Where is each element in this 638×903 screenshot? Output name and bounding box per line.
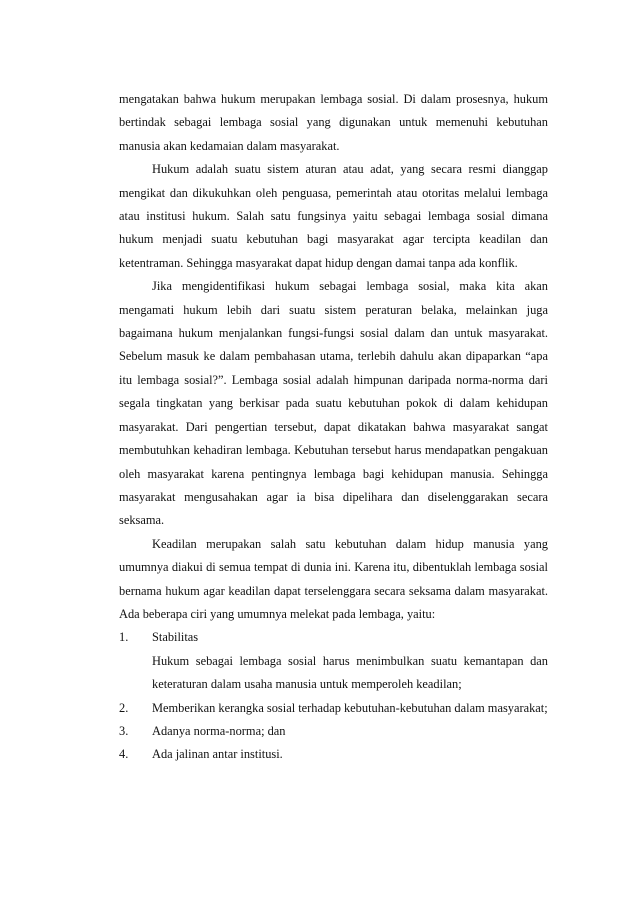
paragraph-2: Hukum adalah suatu sistem aturan atau adat, yang secara resmi dianggap mengikat dan dikukuhkan oleh penguasa, pemerintah atau otoritas melalui lembaga atau institusi hukum. Salah satu fungsinya yaitu sebagai lembaga sosial dimana hukum menjadi suatu kebutuhan bagi masyarakat agar tercipta keadilan dan ketentraman. Sehingga masyarakat dapat hidup dengan damai tanpa ada konflik. xyxy=(119,162,548,270)
list-item xyxy=(119,743,548,766)
paragraph-1: mengatakan bahwa hukum merupakan lembaga sosial. Di dalam prosesnya, hukum bertindak sebagai lembaga sosial yang digunakan untuk memenuhi kebutuhan manusia akan kedamaian dalam masyarakat. xyxy=(119,92,548,153)
list-number: 1. xyxy=(119,630,129,645)
paragraph-4: Keadilan merupakan salah satu kebutuhan dalam hidup manusia yang umumnya diakui di semua tempat di dunia ini. Karena itu, dibentuklah lembaga sosial bernama hukum agar keadilan dapat terselenggara secara seksama dalam masyarakat. Ada beberapa ciri yang umumnya melekat pada lembaga, yaitu: xyxy=(119,536,548,621)
document-page xyxy=(119,88,548,767)
list-item-title: Stabilitas xyxy=(152,630,199,645)
list-item xyxy=(119,720,548,743)
list-item xyxy=(119,697,548,720)
list-number: 2. xyxy=(119,700,129,715)
list-item xyxy=(119,626,548,696)
list-item-title: Adanya norma-norma; dan xyxy=(152,723,286,738)
paragraph-3: Jika mengidentifikasi hukum sebagai lembaga sosial, maka kita akan mengamati hukum lebih dari suatu sistem peraturan belaka, melainkan juga bagaimana hukum menjalankan fungsi-fungsi sosial dalam dan untuk masyarakat. Sebelum masuk ke dalam pembahasan utama, terlebih dahulu akan dipaparkan “apa itu lembaga sosial?”. Lembaga sosial adalah himpunan daripada norma-norma dari segala tingkatan yang berkisar pada suatu kebutuhan pokok di dalam kehidupan masyarakat. Dari pengertian tersebut, dapat dikatakan bahwa masyarakat sangat membutuhkan kehadiran lembaga. Kebutuhan tersebut harus mendapatkan pengakuan oleh masyarakat karena pentingnya lembaga bagi kehidupan manusia. Sehingga masyarakat mengusahakan agar ia bisa dipelihara dan diselenggarakan secara seksama. xyxy=(119,279,548,528)
list-number: 4. xyxy=(119,747,129,762)
list-item-description: Hukum sebagai lembaga sosial harus menimbulkan suatu kemantapan dan keteraturan dalam usaha manusia untuk memperoleh keadilan; xyxy=(152,653,548,692)
list-item-title: Ada jalinan antar institusi. xyxy=(152,747,283,762)
characteristics-list xyxy=(119,626,548,766)
list-item-title: Memberikan kerangka sosial terhadap kebutuhan-kebutuhan dalam masyarakat; xyxy=(152,700,548,715)
list-number: 3. xyxy=(119,723,129,738)
